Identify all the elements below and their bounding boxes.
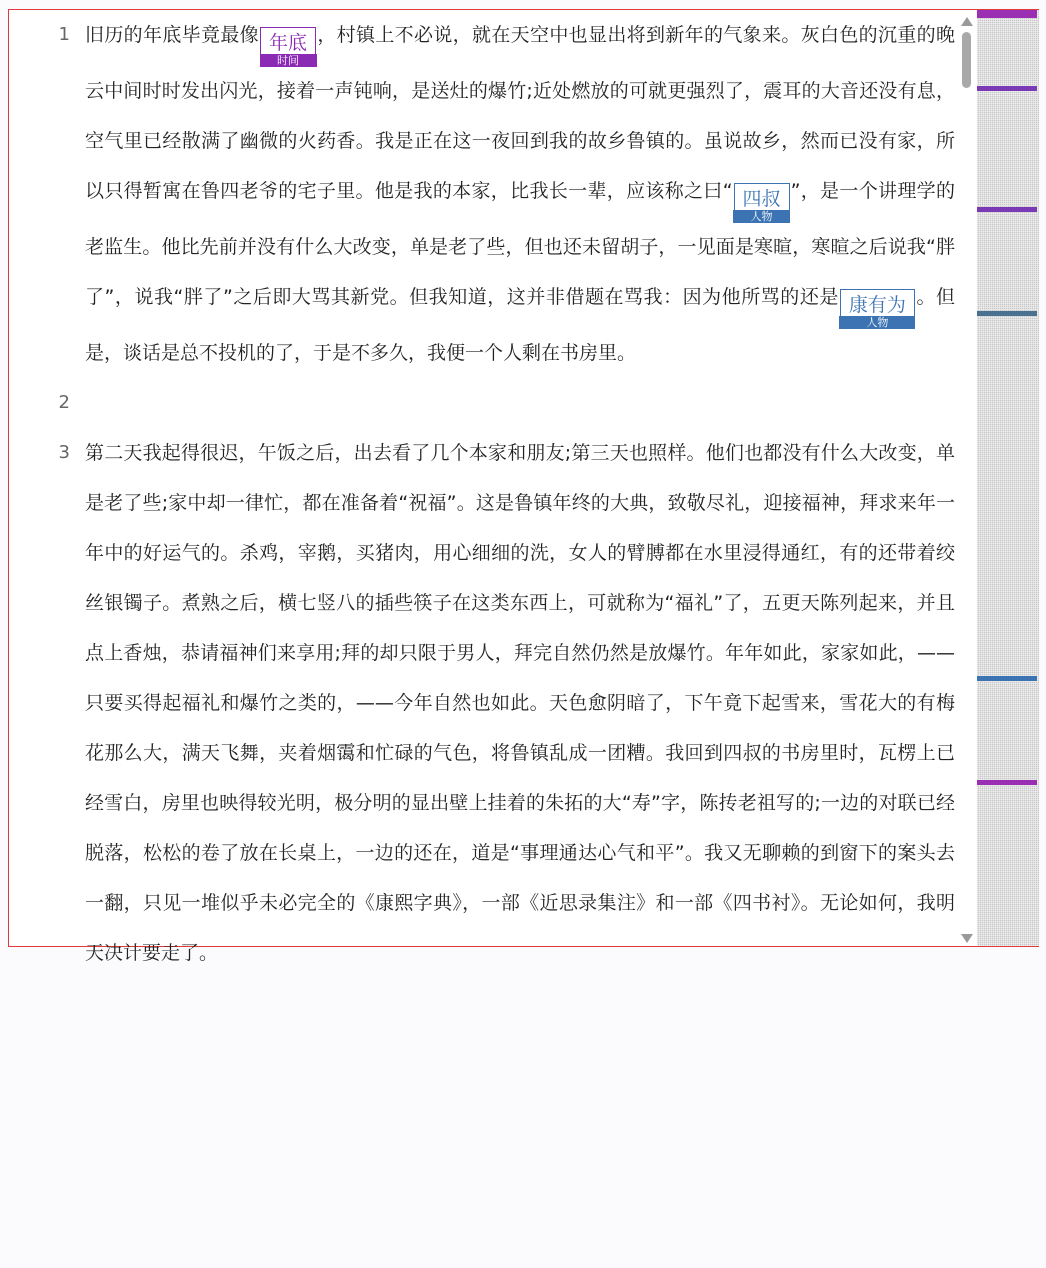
- line-text[interactable]: [79, 10, 955, 378]
- minimap-marker: [977, 86, 1037, 91]
- line-3: [9, 428, 976, 978]
- scrollbar-thumb[interactable]: [962, 32, 971, 88]
- line-text[interactable]: [79, 378, 955, 428]
- entity-text: 四叔: [742, 188, 781, 210]
- entity-tag-person[interactable]: [734, 183, 790, 222]
- entity-text: 年底: [269, 32, 308, 54]
- overview-minimap[interactable]: [977, 10, 1039, 946]
- text-lines: [9, 10, 976, 964]
- minimap-marker: [977, 676, 1037, 681]
- minimap-marker: [977, 780, 1037, 785]
- scroll-up-arrow-icon[interactable]: [961, 17, 973, 26]
- minimap-marker: [977, 207, 1037, 212]
- line-number: 2: [58, 392, 70, 413]
- line-2: [9, 378, 976, 428]
- line-number: 3: [58, 442, 70, 463]
- text-segment: ，村镇上不必说，就在天空中也显出将到新年的气象来。灰白色的沉重的晚云中间时时发出闪光，接着一声钝响，是送灶的爆竹;近处燃放的可就更强烈了，震耳的大音还没有息，空气里已经散满了幽微的火药香。我是正在这一夜回到我的故乡鲁镇的。虽说故乡，然而已没有家，所以只得暂寓在鲁四老爷的宅子里。他是我的本家，比我长一辈，应该称之曰“: [85, 24, 955, 202]
- scroll-down-arrow-icon[interactable]: [961, 934, 973, 943]
- entity-label: 时间: [260, 54, 317, 67]
- line-1: [9, 10, 976, 378]
- entity-text: 康有为: [848, 294, 906, 316]
- minimap-marker: [977, 311, 1037, 316]
- entity-tag-time[interactable]: [260, 27, 316, 66]
- text-segment: 旧历的年底毕竟最像: [85, 24, 259, 46]
- entity-label: 人物: [839, 316, 915, 329]
- line-text[interactable]: 第二天我起得很迟，午饭之后，出去看了几个本家和朋友;第三天也照样。他们也都没有什么大改变，单是老了些;家中却一律忙，都在准备着“祝福”。这是鲁镇年终的大典，致敬尽礼，迎接福神，拜求来年一年中的好运气的。杀鸡，宰鹅，买猪肉，用心细细的洗，女人的臂膊都在水里浸得通红，有的还带着绞丝银镯子。煮熟之后，横七竖八的插些筷子在这类东西上，可就称为“福礼”了，五更天陈列起来，并且点上香烛，恭请福神们来享用;拜的却只限于男人，拜完自然仍然是放爆竹。年年如此，家家如此，——只要买得起福礼和爆竹之类的，——今年自然也如此。天色愈阴暗了，下午竟下起雪来，雪花大的有梅花那么大，满天飞舞，夹着烟霭和忙碌的气色，将鲁镇乱成一团糟。我回到四叔的书房里时，瓦楞上已经雪白，房里也映得较光明，极分明的显出壁上挂着的朱拓的大“寿”字，陈抟老祖写的;一边的对联已经脱落，松松的卷了放在长桌上，一边的还在，道是“事理通达心气和平”。我又无聊赖的到窗下的案头去一翻，只见一堆似乎未必完全的《康熙字典》，一部《近思录集注》和一部《四书衬》。无论如何，我明天决计要走了。: [85, 442, 955, 964]
- entity-label: 人物: [733, 210, 790, 223]
- entity-tag-person[interactable]: [840, 289, 915, 328]
- minimap-marker: [977, 10, 1037, 18]
- text-segment: ”，是一个讲理学的老监生。他比先前并没有什么大改变，单是老了些，但也还未留胡子，一见面是寒暄，寒暄之后说我“胖了”，说我“胖了”之后即大骂其新党。但我知道，这并非借题在骂我：因为他所骂的还是: [85, 180, 955, 308]
- annotation-editor: [8, 9, 1039, 964]
- text-segment: 。但是，谈话是总不投机的了，于是不多久，我便一个人剩在书房里。: [85, 286, 955, 364]
- line-number: 1: [58, 24, 70, 45]
